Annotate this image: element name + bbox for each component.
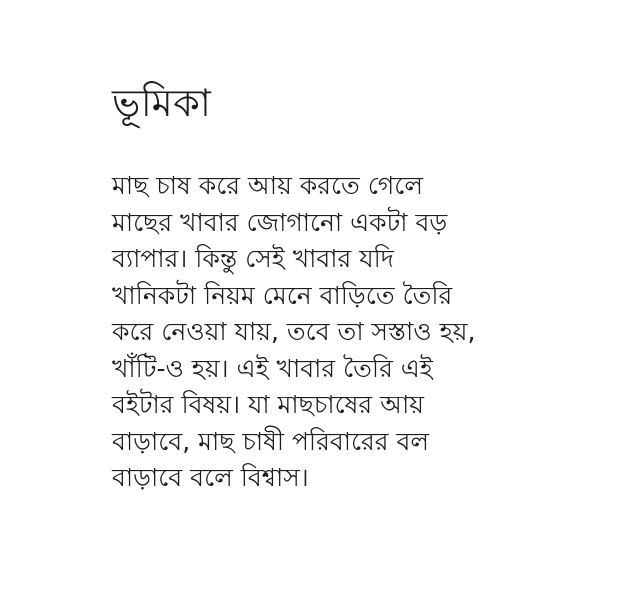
- page-title: ভূমিকা: [112, 81, 212, 125]
- paragraph-line: মাছের খাবার জোগানো একটা বড়: [112, 207, 448, 237]
- paragraph-line: ব্যাপার। কিন্তু সেই খাবার যদি: [112, 244, 394, 273]
- paragraph-line: করে নেওয়া যায়, তবে তা সস্তাও হয়,: [112, 317, 476, 346]
- paragraph-line: খাঁটি-ও হয়। এই খাবার তৈরি এই: [112, 353, 433, 383]
- paragraph-line: বাড়াবে, মাছ চাষী পরিবারের বল: [112, 426, 430, 456]
- preface-paragraph: [112, 168, 632, 497]
- paragraph-line: বাড়াবে বলে বিশ্বাস।: [112, 463, 309, 492]
- paragraph-line: খানিকটা নিয়ম মেনে বাড়িতে তৈরি: [112, 280, 453, 310]
- paragraph-line: মাছ চাষ করে আয় করতে গেলে: [112, 171, 423, 200]
- paragraph-line: বইটার বিষয়। যা মাছচাষের আয়: [112, 390, 424, 419]
